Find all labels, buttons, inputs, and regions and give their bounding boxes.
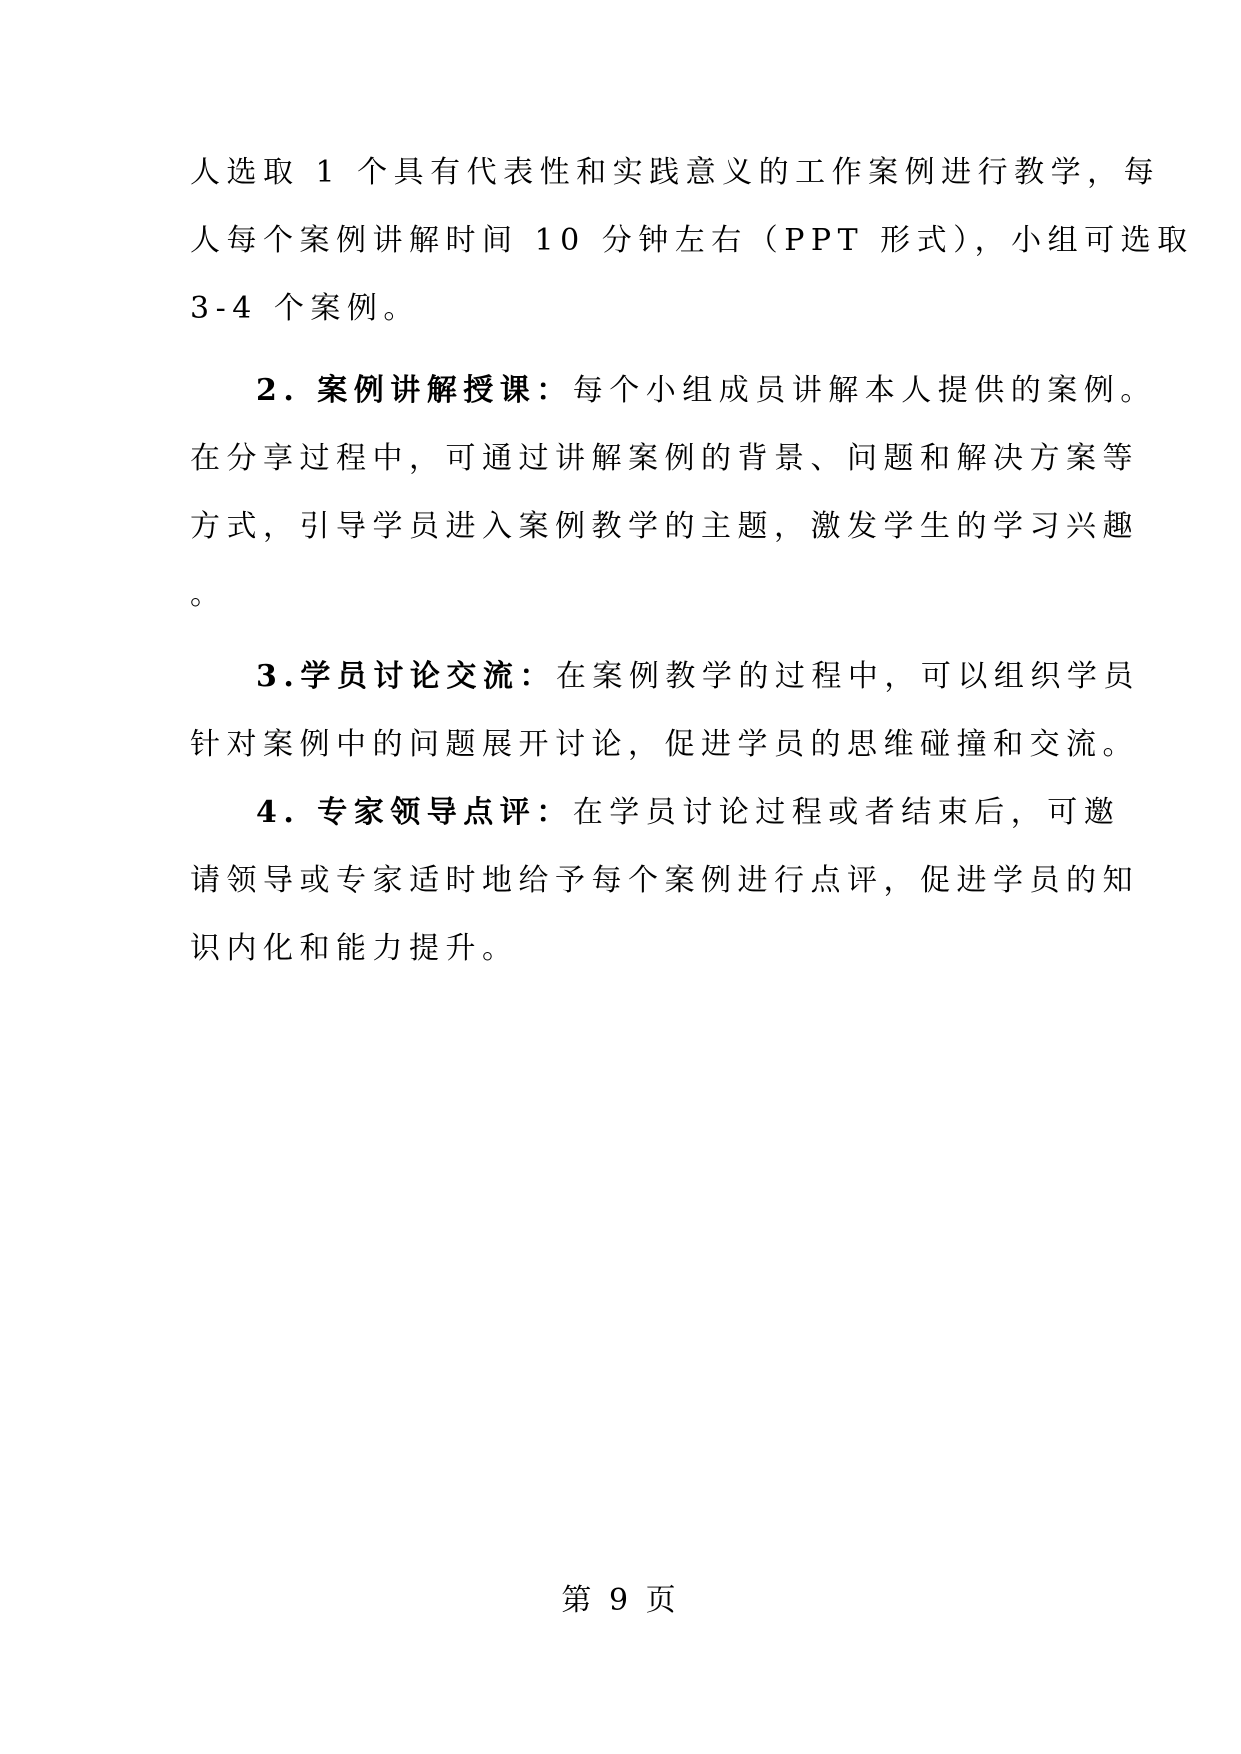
item-3-text: 在案例教学的过程中，可以组织学员 [555,659,1140,694]
item-4-line-3: 识内化和能力提升。 [190,931,519,966]
item-2-line-2: 在分享过程中，可通过讲解案例的背景、问题和解决方案等 [190,441,1139,476]
intro-line-2: 人每个案例讲解时间 10 分钟左右（PPT 形式），小组可选取 [190,223,1194,258]
intro-line-3: 3-4 个案例。 [190,291,420,326]
item-4-line-2: 请领导或专家适时地给予每个案例进行点评，促进学员的知 [190,863,1139,898]
item-4-text: 在学员讨论过程或者结束后，可邀 [572,795,1121,830]
item-2-text: 每个小组成员讲解本人提供的案例。 [572,373,1157,408]
intro-line-1: 人选取 1 个具有代表性和实践意义的工作案例进行教学，每 [190,155,1161,190]
item-2-line-1 [190,373,1157,408]
item-4-line-1 [190,795,1121,830]
item-2-line-4: 。 [190,577,227,612]
document-body [190,155,1194,1002]
item-4-heading: 4. 专家领导点评： [256,795,573,830]
item-3-heading: 3.学员讨论交流： [256,659,556,694]
item-2-heading: 2. 案例讲解授课： [256,373,573,408]
item-2-line-3: 方式，引导学员进入案例教学的主题，激发学生的学习兴趣 [190,509,1139,544]
item-3-line-1 [190,659,1140,694]
page-number: 第 9 页 [561,1583,680,1618]
item-3-line-2: 针对案例中的问题展开讨论，促进学员的思维碰撞和交流。 [190,727,1139,762]
